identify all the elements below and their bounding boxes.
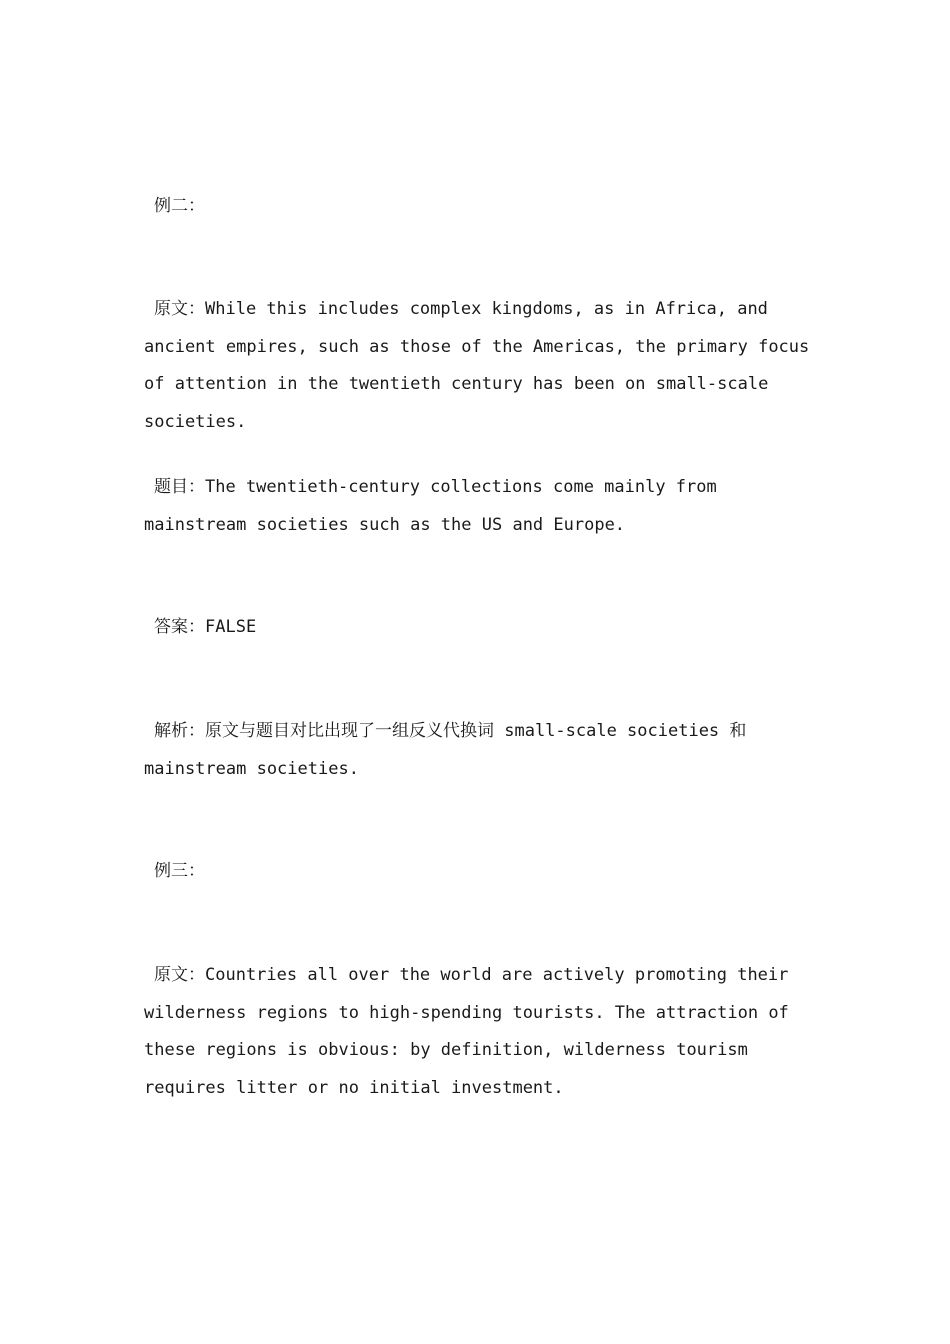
example-2-question-paragraph xyxy=(144,469,814,544)
example-2-original-paragraph xyxy=(144,291,814,441)
example-2-heading: 例二： xyxy=(154,196,205,216)
original-label: 原文： xyxy=(154,299,205,319)
question-text: The twentieth-century collections come mainly from mainstream societies such as the US and Europe. xyxy=(144,477,717,535)
analysis-text: 原文与题目对比出现了一组反义代换词 small-scale societies 和 mainstream societies. xyxy=(144,721,747,779)
example-2-analysis-paragraph xyxy=(144,713,814,788)
question-label: 题目： xyxy=(154,477,205,497)
example-3-heading: 例三： xyxy=(154,861,205,881)
analysis-label: 解析： xyxy=(154,721,205,741)
example-3-original-paragraph xyxy=(144,957,814,1107)
original-label: 原文： xyxy=(154,965,205,985)
answer-label: 答案： xyxy=(154,617,205,637)
example-2-answer-paragraph xyxy=(144,609,814,647)
answer-text: FALSE xyxy=(205,617,257,637)
original-text: While this includes complex kingdoms, as in Africa, and ancient empires, such as those of the Americas, the primary focus of attention in the twentieth century has been on small-scale societies. xyxy=(144,299,810,432)
original-text: Countries all over the world are actively promoting their wilderness regions to high-spending tourists. The attraction of these regions is obvious: by definition, wilderness tourism requires litter or no initial investment. xyxy=(144,965,789,1098)
